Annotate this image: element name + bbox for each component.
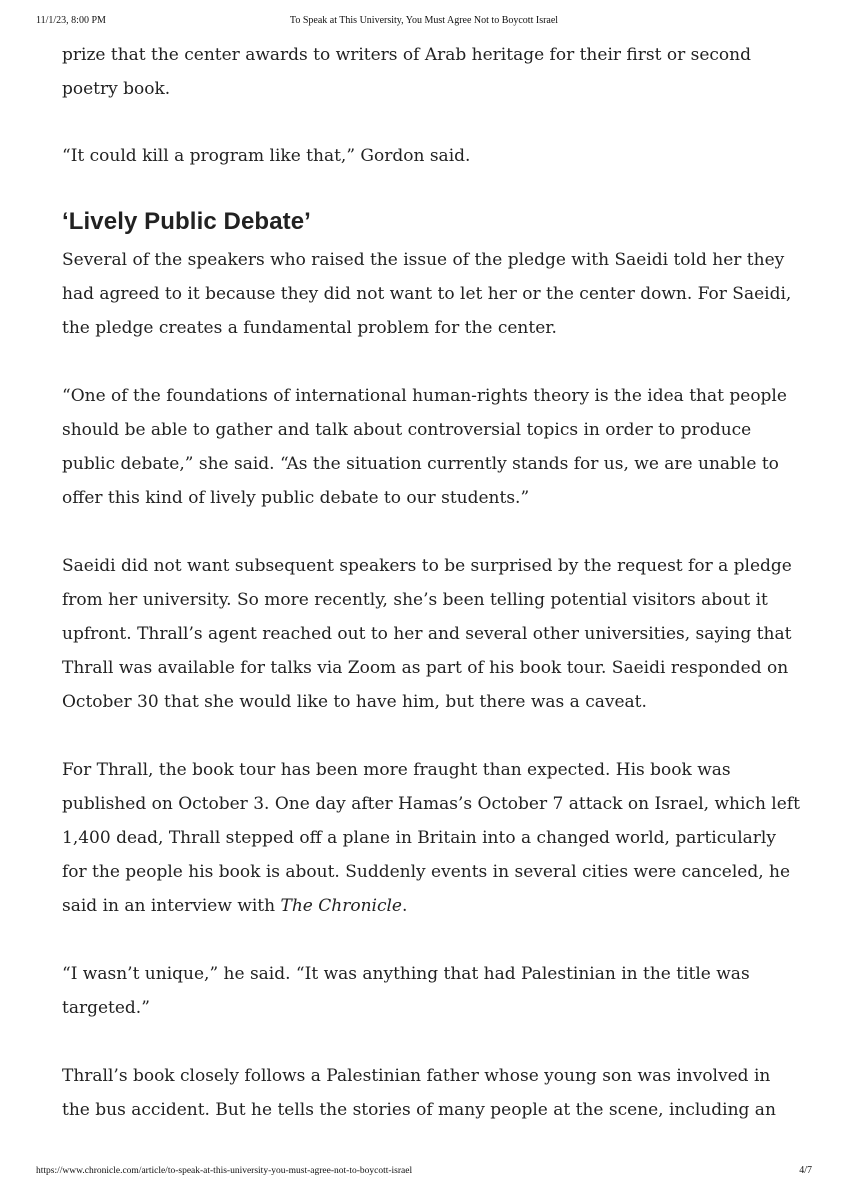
print-page-title: To Speak at This University, You Must Agree Not to Boycott Israel [289, 15, 559, 26]
print-header [36, 15, 812, 26]
book-tour-text: For Thrall, the book tour has been more fraught than expected. His book was published on October 3. One day after Hamas’s October 7 attack on Israel, which left 1,400 dead, Thrall stepped off a plane in Britain into a changed world, particularly for the people his book is about. Suddenly events in several cities were canceled, he said in an interview with [62, 760, 800, 916]
paragraph-saeidi-upfront: Saeidi did not want subsequent speakers to be surprised by the request for a pledge from her university. So more recently, she’s been telling potential visitors about it upfront. Thrall’s agent reached out to her and several other universities, saying that Thrall was available for talks via Zoom as part of his book tour. Saeidi responded on October 30 that she would like to have him, but there was a caveat. [62, 556, 792, 712]
paragraph-gordon-quote: “It could kill a program like that,” Gordon said. [62, 146, 471, 166]
paragraph-saeidi-pledge: Several of the speakers who raised the issue of the pledge with Saeidi told her they had agreed to it because they did not want to let her or the center down. For Saeidi, the pledge creates a fundamental problem for the center. [62, 250, 792, 338]
section-heading: ‘Lively Public Debate’ [62, 208, 311, 235]
paragraph-prize-continuation: prize that the center awards to writers of Arab heritage for their first or second poetry book. [62, 45, 751, 99]
publication-name: The Chronicle [280, 896, 402, 916]
print-page-number: 4/7 [799, 1165, 812, 1176]
paragraph-book-summary: Thrall’s book closely follows a Palestinian father whose young son was involved in the bus accident. But he tells the stories of many people at the scene, including an [62, 1066, 776, 1120]
print-datetime: 11/1/23, 8:00 PM [36, 15, 106, 26]
article-body [62, 38, 802, 1161]
paragraph-human-rights-quote: “One of the foundations of international human-rights theory is the idea that people should be able to gather and talk about controversial topics in order to produce public debate,” she said. “As the situation currently stands for us, we are unable to offer this kind of lively public debate to our students.” [62, 386, 787, 508]
print-url: https://www.chronicle.com/article/to-speak-at-this-university-you-must-agree-not-to-boycott-israel [36, 1166, 413, 1176]
paragraph-unique-quote: “I wasn’t unique,” he said. “It was anything that had Palestinian in the title was targeted.” [62, 964, 750, 1018]
book-tour-period: . [401, 896, 408, 916]
print-footer [36, 1165, 812, 1176]
paragraph-book-tour [62, 753, 802, 923]
